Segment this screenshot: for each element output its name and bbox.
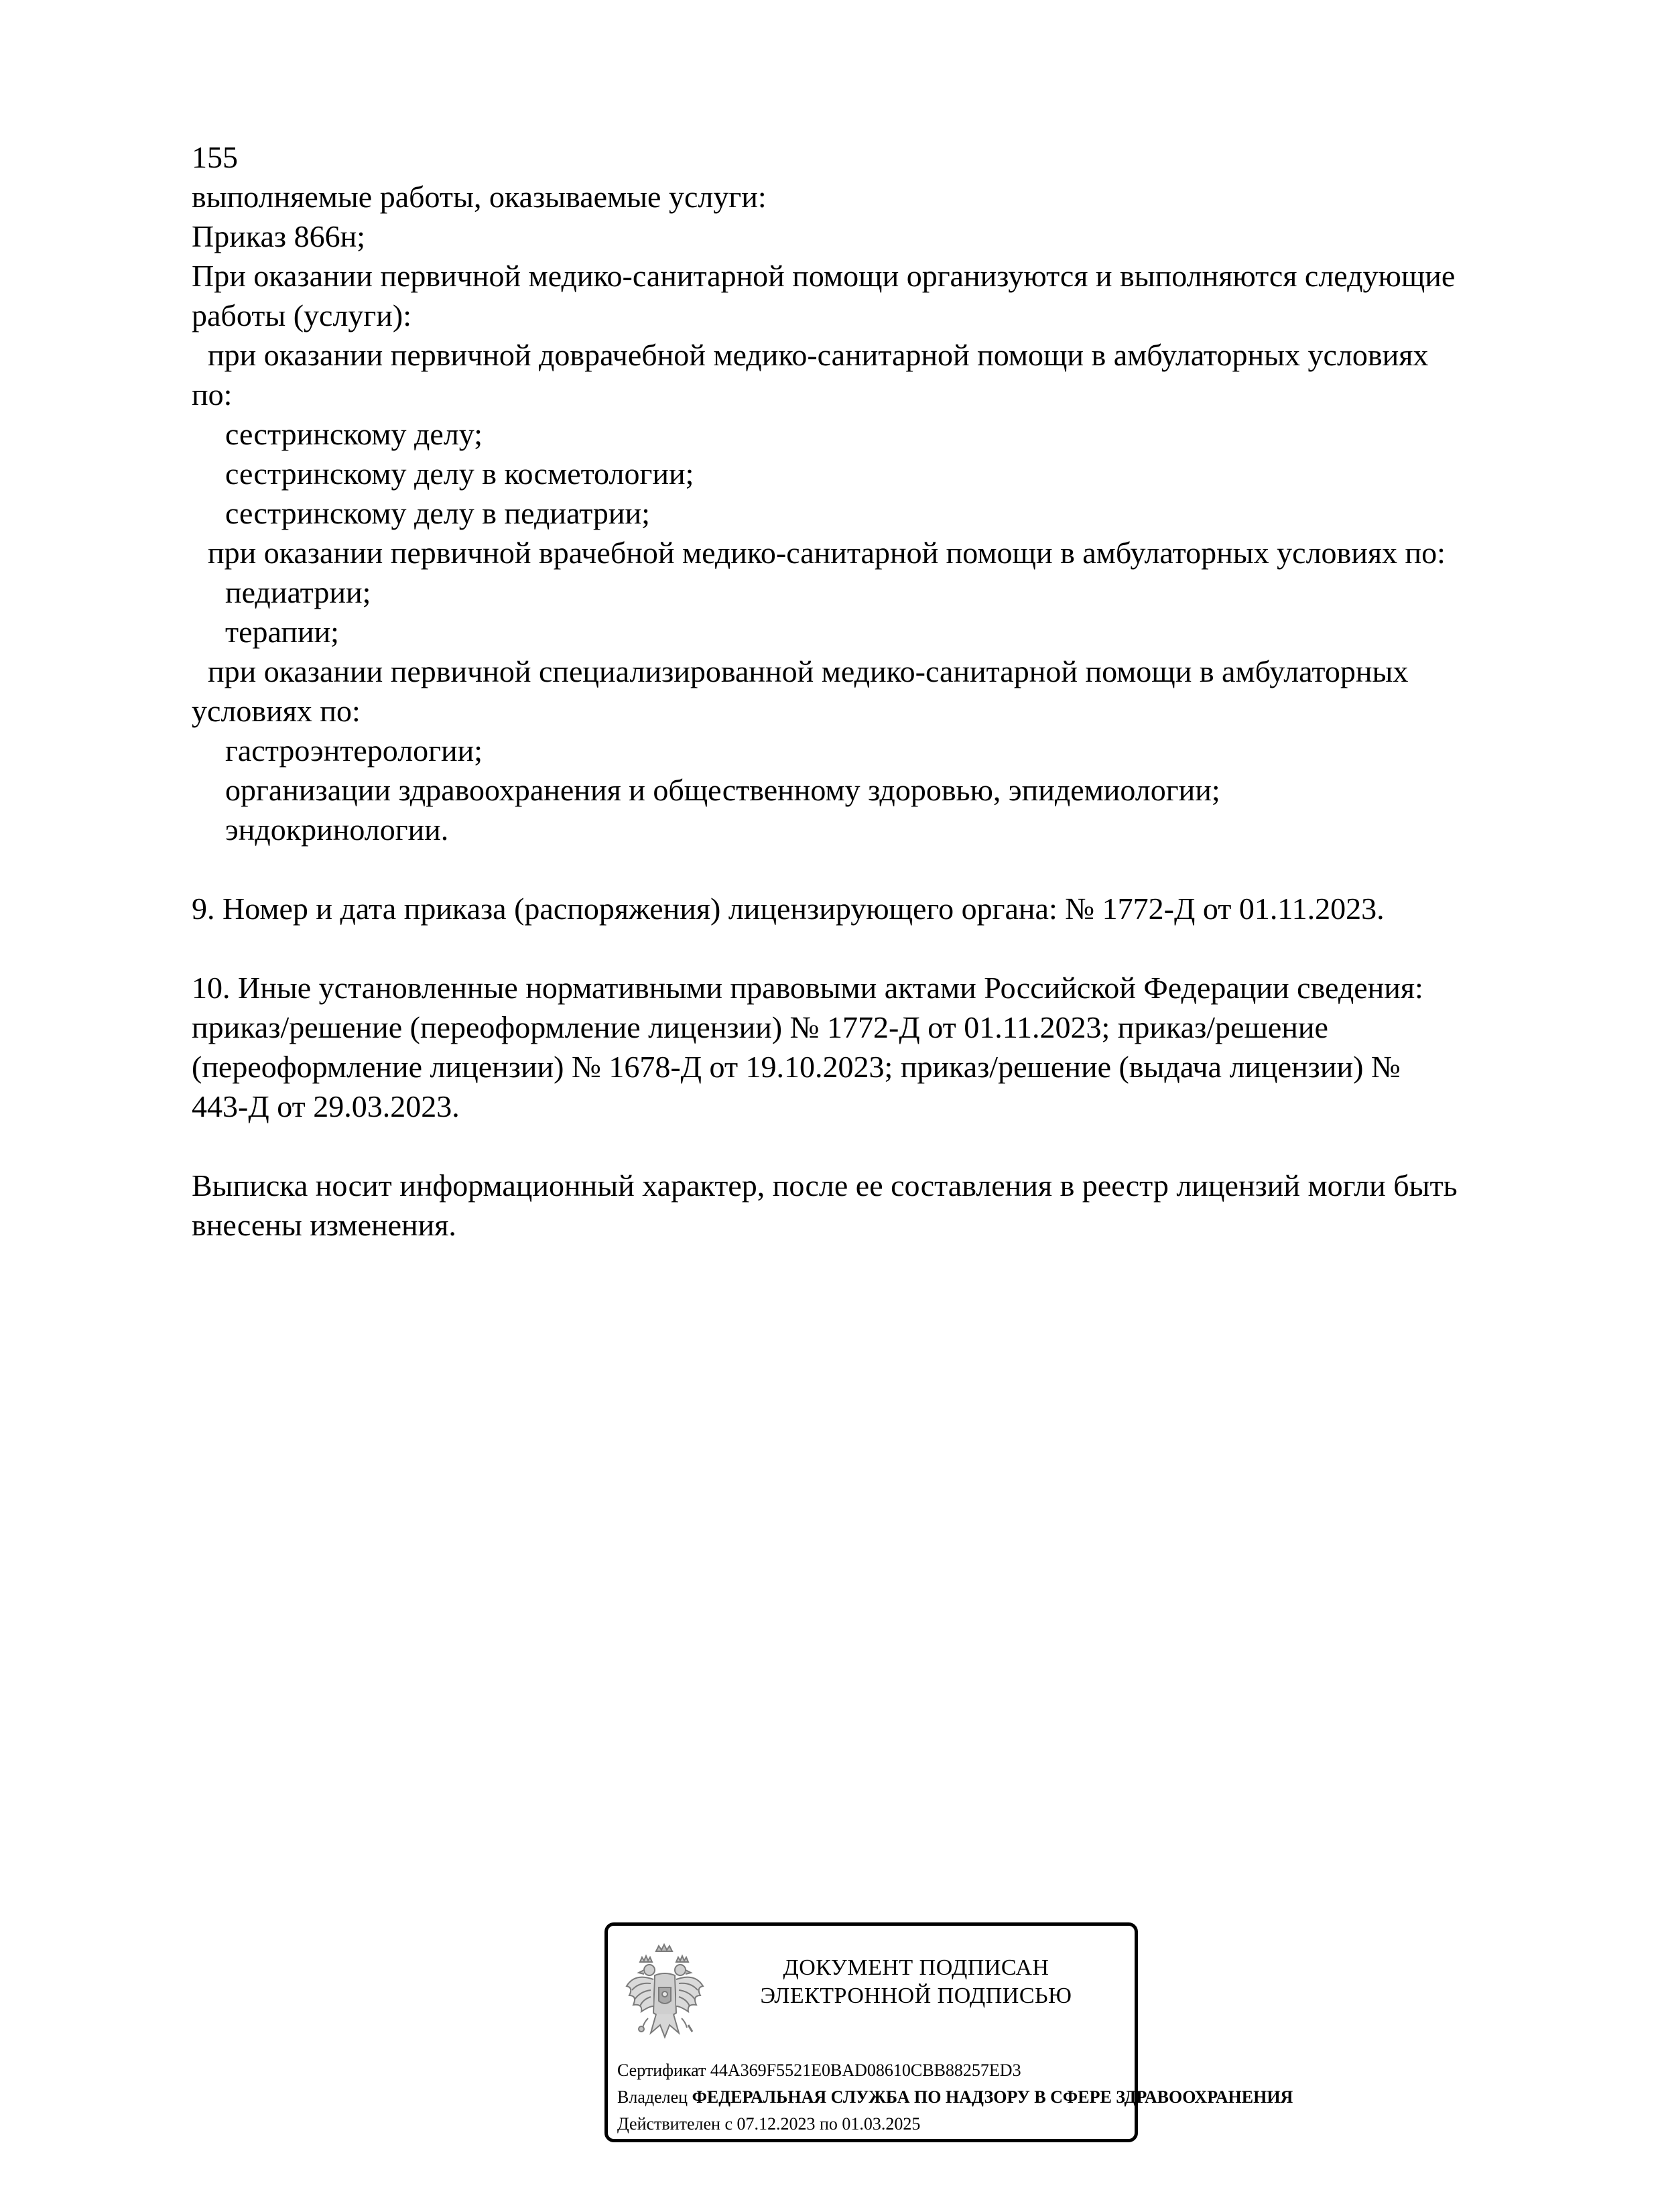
list-item: терапии;	[225, 615, 339, 649]
stamp-title	[728, 1954, 1104, 2010]
owner-row	[617, 2084, 1421, 2111]
paragraph-gap	[192, 928, 1572, 968]
owner-label: Владелец	[617, 2087, 688, 2107]
valid-from-date: 07.12.2023	[737, 2114, 816, 2134]
disclaimer-line: Выписка носит информационный характер, после ее составления в реестр лицензий могли быть	[192, 1168, 1458, 1203]
list-item: сестринскому делу в косметологии;	[225, 456, 694, 491]
electronic-signature-stamp	[604, 1922, 1293, 2142]
text-line: по:	[192, 377, 233, 412]
text-line: работы (услуги):	[192, 298, 411, 332]
item-10-line: 443-Д от 29.03.2023.	[192, 1089, 460, 1123]
valid-to-label: по	[819, 2114, 838, 2134]
valid-label: Действителен	[617, 2114, 720, 2134]
valid-from-label: с	[724, 2114, 732, 2134]
paragraph-gap	[192, 849, 1572, 889]
stamp-title-line: ДОКУМЕНТ ПОДПИСАН	[783, 1955, 1049, 1980]
certificate-row	[617, 2057, 1421, 2084]
document-body	[192, 137, 1572, 1245]
stamp-title-line: ЭЛЕКТРОННОЙ ПОДПИСЬЮ	[760, 1983, 1072, 2008]
validity-row	[617, 2111, 1421, 2138]
item-10-line: 10. Иные установленные нормативными правовыми актами Российской Федерации сведения:	[192, 971, 1423, 1005]
item-9-order-number: 9. Номер и дата приказа (распоряжения) лицензирующего органа: № 1772-Д от 01.11.2023.	[192, 892, 1385, 926]
text-line: при оказании первичной доврачебной медико-санитарной помощи в амбулаторных условиях	[208, 338, 1429, 372]
item-10-line: приказ/решение (переоформление лицензии) № 1772-Д от 01.11.2023; приказ/решение	[192, 1010, 1328, 1044]
page-number: 155	[192, 140, 238, 174]
text-line: условиях по:	[192, 694, 361, 728]
text-line: Приказ 866н;	[192, 219, 365, 253]
disclaimer-line: внесены изменения.	[192, 1208, 456, 1242]
certificate-number: 44A369F5521E0BAD08610CBB88257ED3	[710, 2061, 1021, 2080]
list-item: сестринскому делу;	[225, 417, 483, 451]
double-headed-eagle-emblem-icon	[621, 1939, 708, 2046]
text-line: выполняемые работы, оказываемые услуги:	[192, 180, 767, 214]
valid-to-date: 01.03.2025	[842, 2114, 921, 2134]
list-item: гастроэнтерологии;	[225, 733, 483, 767]
text-line: При оказании первичной медико-санитарной помощи организуются и выполняются следующие	[192, 259, 1456, 293]
text-line: при оказании первичной врачебной медико-санитарной помощи в амбулаторных условиях по:	[208, 536, 1446, 570]
text-line: при оказании первичной специализированной медико-санитарной помощи в амбулаторных	[208, 654, 1409, 688]
list-item: сестринскому делу в педиатрии;	[225, 496, 650, 530]
owner-name: ФЕДЕРАЛЬНАЯ СЛУЖБА ПО НАДЗОРУ В СФЕРЕ ЗДРАВООХРАНЕНИЯ	[692, 2087, 1293, 2107]
list-item: педиатрии;	[225, 575, 371, 609]
stamp-details	[617, 2057, 1421, 2138]
paragraph-gap	[192, 1126, 1572, 1166]
item-10-line: (переоформление лицензии) № 1678-Д от 19.10.2023; приказ/решение (выдача лицензии) №	[192, 1050, 1401, 1084]
list-item: эндокринологии.	[225, 812, 449, 847]
certificate-label: Сертификат	[617, 2061, 706, 2080]
list-item: организации здравоохранения и общественному здоровью, эпидемиологии;	[225, 773, 1220, 807]
